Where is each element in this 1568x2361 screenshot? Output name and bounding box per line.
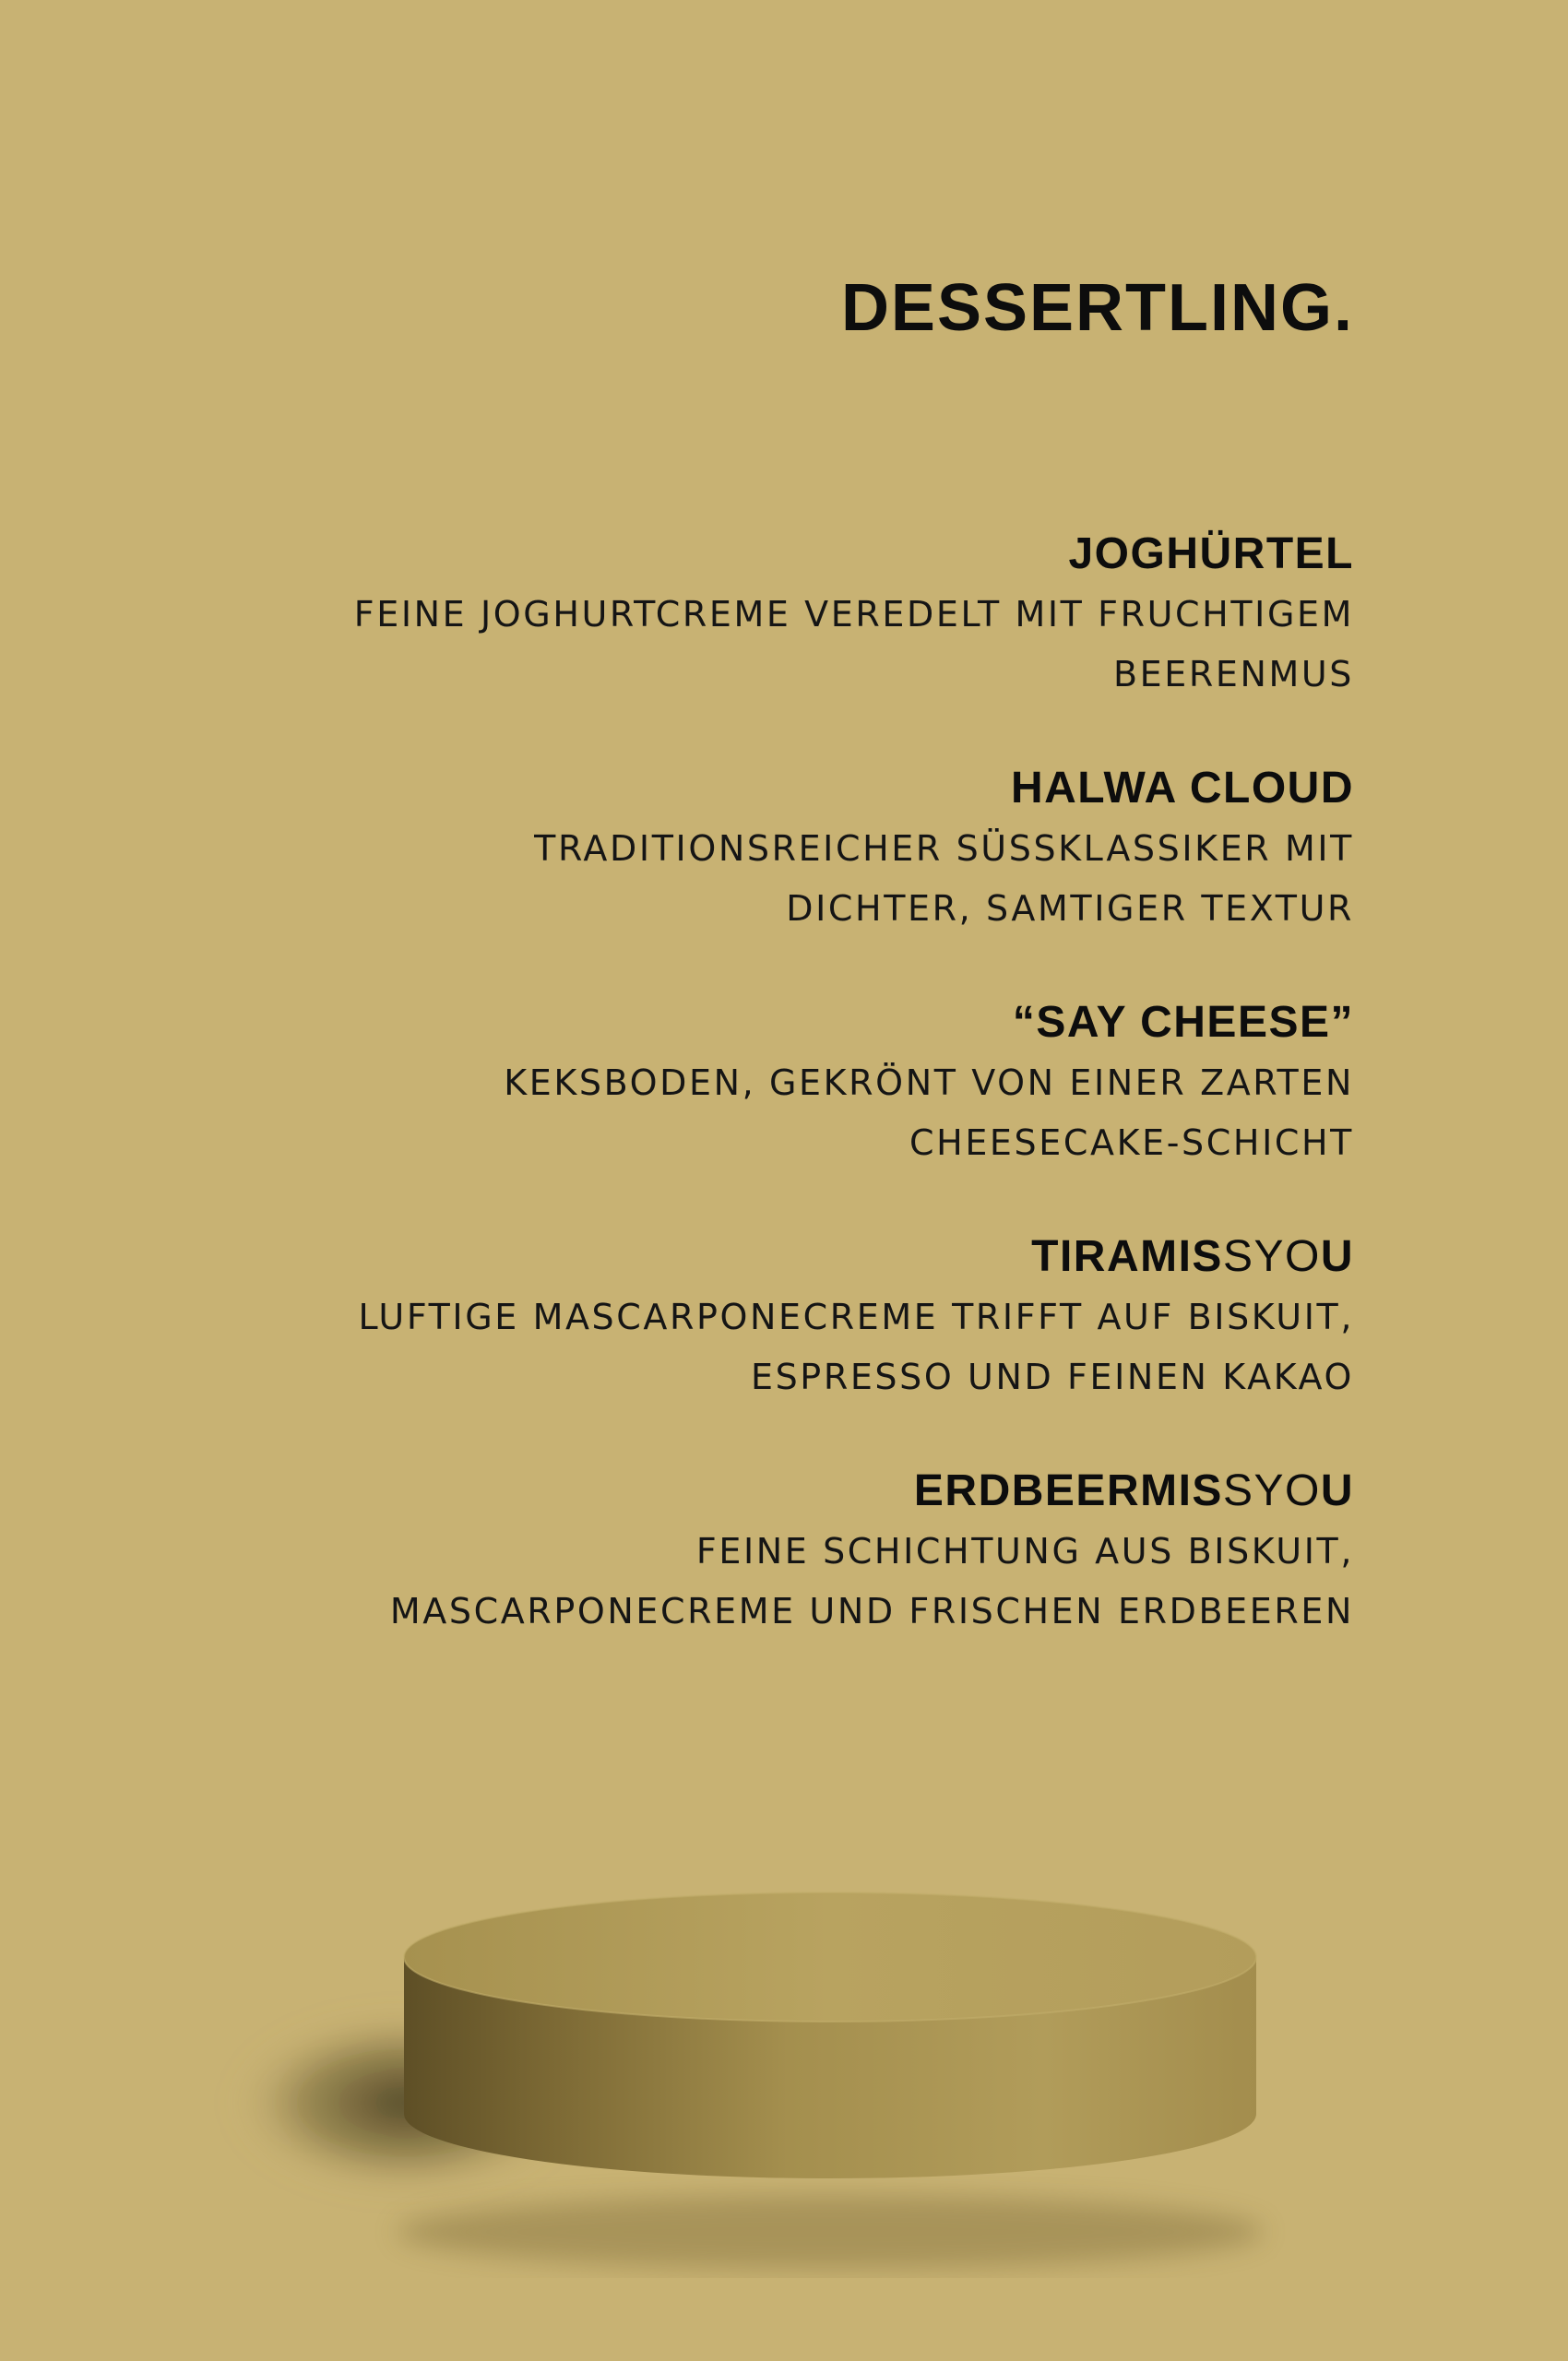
menu-item-description-line: ESPRESSO UND FEINEN KAKAO — [750, 1357, 1354, 1397]
menu-item-name-bold-end: U — [1320, 1232, 1354, 1281]
menu-item-name — [155, 992, 1354, 1053]
podium-pedestal-icon — [0, 1798, 1568, 2278]
menu-item-say-cheese — [155, 992, 1354, 1173]
menu-item-description — [155, 1053, 1354, 1173]
menu-item-description — [155, 585, 1354, 705]
menu-item-description-line: CHEESECAKE-SCHICHT — [909, 1122, 1354, 1163]
menu-item-tiramissyou — [155, 1227, 1354, 1407]
dessert-menu-list — [155, 524, 1354, 1642]
menu-item-name-bold-end: U — [1320, 1466, 1354, 1515]
menu-item-name-bold: TIRAMIS — [1031, 1232, 1223, 1281]
menu-item-description-line: DICHTER, SAMTIGER TEXTUR — [786, 888, 1354, 929]
menu-item-name-thin: SYO — [1222, 1232, 1321, 1281]
menu-item-name-bold: JOGHÜRTEL — [1068, 529, 1354, 578]
page-title: DESSERTLING. — [840, 271, 1354, 345]
menu-item-description — [155, 819, 1354, 939]
menu-item-name — [155, 1461, 1354, 1522]
menu-item-description-line: TRADITIONSREICHER SÜSSKLASSIKER MIT — [534, 828, 1354, 869]
menu-item-name-thin: SYO — [1222, 1466, 1321, 1515]
menu-item-description-line: FEINE JOGHURTCREME VEREDELT MIT FRUCHTIGEM — [353, 594, 1354, 635]
menu-item-halwa-cloud — [155, 758, 1354, 939]
menu-item-name-bold: “SAY CHEESE” — [1012, 998, 1354, 1047]
menu-item-description-line: FEINE SCHICHTUNG AUS BISKUIT, — [695, 1531, 1354, 1572]
menu-item-description-line: BEERENMUS — [1112, 654, 1354, 694]
menu-item-name — [155, 758, 1354, 819]
menu-item-joghuertel — [155, 524, 1354, 705]
menu-item-name — [155, 524, 1354, 585]
menu-item-description-line: LUFTIGE MASCARPONECREME TRIFFT AUF BISKUIT, — [358, 1297, 1354, 1337]
menu-item-description-line: MASCARPONECREME UND FRISCHEN ERDBEEREN — [389, 1591, 1354, 1631]
menu-item-name-bold: ERDBEERMIS — [913, 1466, 1223, 1515]
menu-item-name-bold: HALWA CLOUD — [1010, 764, 1354, 813]
menu-item-description — [155, 1522, 1354, 1642]
menu-item-description — [155, 1287, 1354, 1407]
menu-item-name — [155, 1227, 1354, 1287]
menu-item-erdbeermissyou — [155, 1461, 1354, 1642]
menu-item-description-line: KEKSBODEN, GEKRÖNT VON EINER ZARTEN — [504, 1062, 1354, 1103]
